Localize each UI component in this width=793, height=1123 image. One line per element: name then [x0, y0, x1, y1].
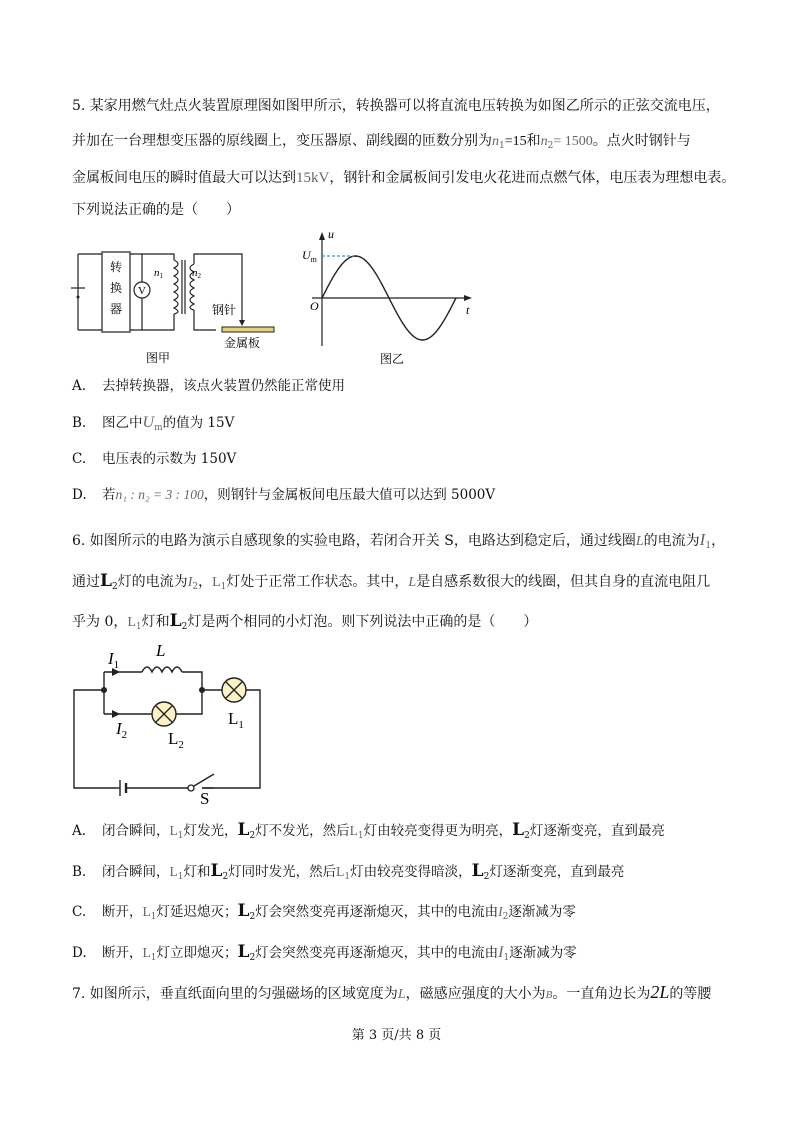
- left-node: [101, 687, 107, 693]
- q5-line-2: 并加在一台理想变压器的原线圈上，变压器原、副线圈的匝数分别为$n_1=15$和$n_2= 1500$。点火时钢针与: [72, 133, 691, 151]
- fig-i2-label: $I_2$: [116, 719, 128, 741]
- q5-figure-b-sine-graph: [296, 226, 476, 368]
- q5-line-1: 5. 某家用燃气灶点火装置原理图如图甲所示，转换器可以将直流电压转换为如图乙所示的正弦交流电压，: [72, 98, 720, 114]
- metal-plate-icon: [222, 327, 274, 332]
- q6-option-d[interactable]: D. 断开，$L_1$灯立即熄灭；$L_2$灯会突然变亮再逐渐熄灭，其中的电流由$I_1$逐渐减为零: [72, 942, 577, 963]
- right-node: [199, 687, 205, 693]
- needle-label: 钢针: [212, 303, 237, 317]
- q6-option-b[interactable]: B. 闭合瞬间，$L_1$灯和$L_2$灯同时发光，然后$L_1$灯由较亮变得暗淡，$L_2$灯逐渐变亮，直到最亮: [72, 861, 625, 882]
- page-footer: 第 3 页/共 8 页: [351, 1028, 442, 1043]
- fig-n1-label: n1: [154, 267, 163, 280]
- lamp-l1-icon: [222, 678, 246, 702]
- q5-option-c[interactable]: C. 电压表的示数为 150V: [72, 451, 237, 467]
- q6-line-1: 6. 如图所示的电路为演示自感现象的实验电路，若闭合开关 S，电路达到稳定后，通过线圈L的电流为$I_1$，: [72, 530, 726, 551]
- figure-a-caption: 图甲: [146, 351, 171, 365]
- q6-line-2: 通过$L_2$灯的电流为$I_2$，$L_1$灯处于正常工作状态。其中，L是自感系数很大的线圈，但其自身的直流电阻几: [72, 571, 711, 592]
- converter-char-2: 换: [109, 281, 123, 295]
- y-axis-arrow-icon: [319, 232, 325, 240]
- q6-circuit-figure: [64, 636, 276, 808]
- figure-b-caption: 图乙: [380, 352, 405, 366]
- q5-line-4: 下列说法正确的是（ ）: [72, 202, 240, 218]
- converter-char-3: 器: [109, 302, 123, 316]
- q5-figure-a-circuit: [66, 240, 286, 368]
- fig-l2-label: $L_2$: [168, 729, 184, 751]
- q5-option-b[interactable]: B. 图乙中$U_m$的值为 15V: [72, 414, 235, 433]
- fig-i1-label: $I_1$: [108, 649, 120, 671]
- fig-inductor-label: L: [156, 641, 166, 660]
- fig-n2-label: n2: [192, 267, 201, 280]
- q5-line-3: 金属板间电压的瞬时值最大可以达到15kV，钢针和金属板间引发电火花进而点燃气体，电压表为理想电表。: [72, 170, 736, 186]
- x-axis-arrow-icon: [464, 295, 472, 301]
- i2-arrow-icon: [112, 710, 120, 718]
- q7-line-1: 7. 如图所示，垂直纸面向里的匀强磁场的区域宽度为L，磁感应强度的大小为B。一直角边长为2L的等腰: [72, 982, 712, 1002]
- origin-label: O: [310, 299, 319, 313]
- q6-line-3: 乎为 0，$L_1$灯和$L_2$灯是两个相同的小灯泡。则下列说法中正确的是（ ）: [72, 611, 538, 632]
- q5-option-d[interactable]: D. 若n₁ : n₂ = 3 : 100，则钢针与金属板间电压最大值可以达到 5000V: [72, 487, 496, 503]
- converter-char-1: 转: [109, 260, 123, 274]
- q6-option-a[interactable]: A. 闭合瞬间，$L_1$灯发光，$L_2$灯不发光，然后$L_1$灯由较亮变得更为明亮，$L_2$灯逐渐变亮，直到最亮: [72, 820, 665, 841]
- axis-u-label: u: [328, 227, 334, 241]
- q6-option-c[interactable]: C. 断开，$L_1$灯延迟熄灭；$L_2$灯会突然变亮再逐渐熄灭，其中的电流由$I_2$逐渐减为零: [72, 901, 576, 922]
- axis-um-label: $U_m$: [302, 248, 317, 264]
- lamp-l2-icon: [152, 702, 176, 726]
- svg-text:V: V: [138, 285, 146, 297]
- fig-l1-label: $L_1$: [228, 709, 244, 731]
- plate-label: 金属板: [224, 336, 261, 350]
- fig-s-label: S: [200, 789, 210, 808]
- q5-option-a[interactable]: A. 去掉转换器，该点火装置仍然能正常使用: [72, 378, 345, 394]
- axis-t-label: t: [466, 303, 470, 317]
- voltmeter-icon: [134, 282, 150, 298]
